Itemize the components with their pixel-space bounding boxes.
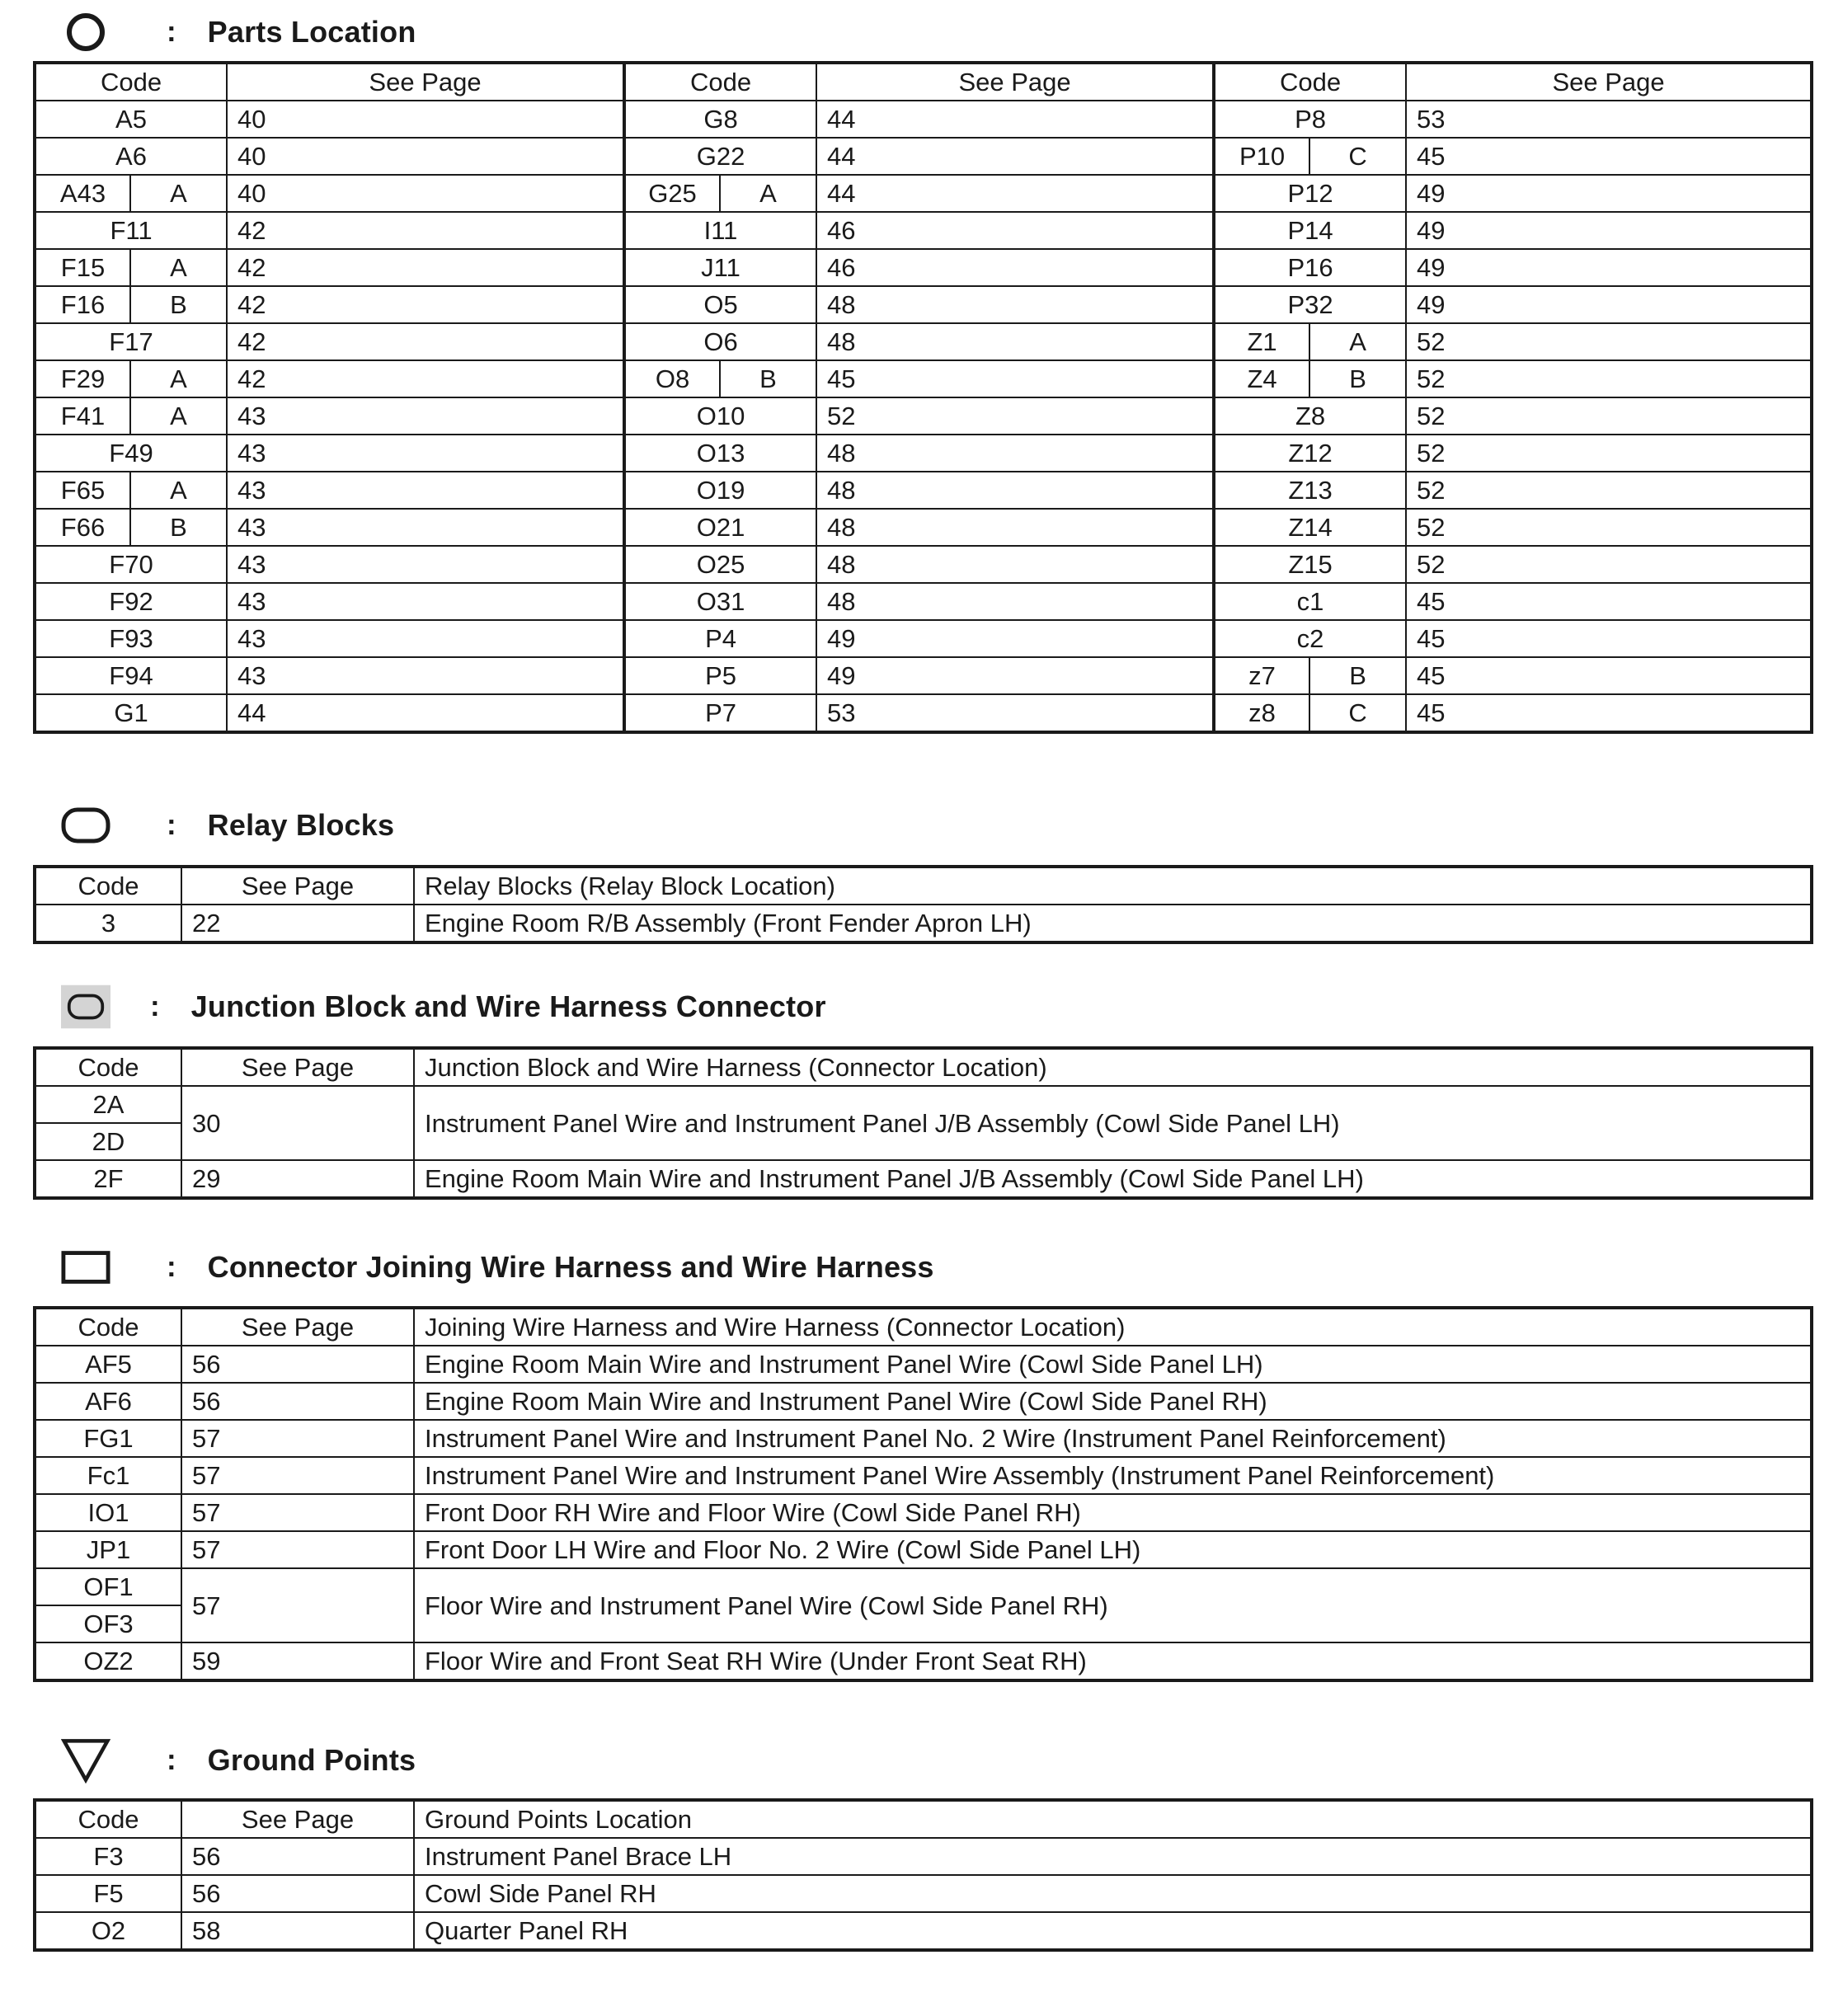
code-cell: Z14 xyxy=(1214,509,1406,546)
see-page-cell: 44 xyxy=(816,101,1214,138)
relay-blocks-table xyxy=(33,865,1813,944)
table-row xyxy=(35,1346,1812,1383)
see-page-header: See Page xyxy=(227,63,624,101)
see-page-cell: 45 xyxy=(1406,620,1812,657)
code-cell: OF3 xyxy=(35,1605,181,1642)
junction-block-table xyxy=(33,1046,1813,1200)
code-cell: O25 xyxy=(624,546,816,583)
header-row xyxy=(35,1800,1812,1838)
relay-blocks-heading xyxy=(61,797,394,854)
see-page-cell: 40 xyxy=(227,138,624,175)
see-page-cell: 52 xyxy=(1406,397,1812,435)
see-page-cell: 48 xyxy=(816,323,1214,360)
header-row xyxy=(35,1048,1812,1086)
code-cell: A43 xyxy=(35,175,130,212)
table-row xyxy=(35,1912,1812,1950)
table-row xyxy=(35,138,1812,175)
header-row xyxy=(35,1308,1812,1346)
see-page-cell: 42 xyxy=(227,323,624,360)
code-cell: F11 xyxy=(35,212,227,249)
see-page-cell: 56 xyxy=(181,1838,414,1875)
code-cell: F3 xyxy=(35,1838,181,1875)
rectangle-icon xyxy=(61,1243,110,1292)
table-row xyxy=(35,583,1812,620)
code-cell: F16 xyxy=(35,286,130,323)
code-cell: 3 xyxy=(35,905,181,942)
see-page-cell: 58 xyxy=(181,1912,414,1950)
colon: : xyxy=(167,16,176,48)
table-row xyxy=(35,694,1812,732)
code-cell: c1 xyxy=(1214,583,1406,620)
see-page-cell: 48 xyxy=(816,472,1214,509)
description-cell: Engine Room R/B Assembly (Front Fender Apron LH) xyxy=(414,905,1812,942)
joining-connector-table xyxy=(33,1306,1813,1682)
code-cell: OF1 xyxy=(35,1568,181,1605)
code-cell: A6 xyxy=(35,138,227,175)
sub-code-cell: A xyxy=(130,249,227,286)
sub-code-cell: A xyxy=(130,175,227,212)
section-title: Connector Joining Wire Harness and Wire Harness xyxy=(207,1250,934,1284)
see-page-header: See Page xyxy=(1406,63,1812,101)
table-row xyxy=(35,1838,1812,1875)
section-title: Parts Location xyxy=(207,15,416,49)
code-cell: F92 xyxy=(35,583,227,620)
code-cell: G25 xyxy=(624,175,720,212)
description-header: Joining Wire Harness and Wire Harness (Connector Location) xyxy=(414,1308,1812,1346)
see-page-cell: 43 xyxy=(227,397,624,435)
code-cell: P32 xyxy=(1214,286,1406,323)
section-title: Ground Points xyxy=(207,1743,416,1777)
description-cell: Cowl Side Panel RH xyxy=(414,1875,1812,1912)
table-row xyxy=(35,323,1812,360)
code-cell: z8 xyxy=(1214,694,1309,732)
code-cell: P7 xyxy=(624,694,816,732)
see-page-cell: 45 xyxy=(1406,583,1812,620)
code-cell: IO1 xyxy=(35,1494,181,1531)
see-page-cell: 49 xyxy=(1406,212,1812,249)
shaded-rounded-rectangle-icon xyxy=(61,982,110,1031)
code-cell: Z8 xyxy=(1214,397,1406,435)
table-row xyxy=(35,620,1812,657)
table-row xyxy=(35,657,1812,694)
table-row xyxy=(35,1457,1812,1494)
code-cell: G1 xyxy=(35,694,227,732)
see-page-cell: 52 xyxy=(816,397,1214,435)
colon: : xyxy=(167,1744,176,1776)
see-page-cell: 52 xyxy=(1406,435,1812,472)
description-cell: Engine Room Main Wire and Instrument Panel Wire (Cowl Side Panel RH) xyxy=(414,1383,1812,1420)
code-cell: F65 xyxy=(35,472,130,509)
header-row xyxy=(35,63,1812,101)
see-page-cell: 49 xyxy=(1406,286,1812,323)
code-cell: O19 xyxy=(624,472,816,509)
description-cell: Engine Room Main Wire and Instrument Panel Wire (Cowl Side Panel LH) xyxy=(414,1346,1812,1383)
see-page-cell: 45 xyxy=(816,360,1214,397)
description-header: Relay Blocks (Relay Block Location) xyxy=(414,867,1812,905)
see-page-cell: 42 xyxy=(227,286,624,323)
table-row xyxy=(35,1160,1812,1198)
section-title: Relay Blocks xyxy=(207,808,395,842)
see-page-cell: 44 xyxy=(227,694,624,732)
code-header: Code xyxy=(35,1800,181,1838)
colon: : xyxy=(167,1251,176,1283)
code-cell: F17 xyxy=(35,323,227,360)
code-cell: F41 xyxy=(35,397,130,435)
see-page-cell: 48 xyxy=(816,435,1214,472)
header-row xyxy=(35,867,1812,905)
see-page-cell: 42 xyxy=(227,249,624,286)
see-page-cell: 52 xyxy=(1406,546,1812,583)
code-cell: Z4 xyxy=(1214,360,1309,397)
see-page-cell: 48 xyxy=(816,546,1214,583)
code-cell: Z15 xyxy=(1214,546,1406,583)
see-page-cell: 49 xyxy=(816,657,1214,694)
code-cell: AF5 xyxy=(35,1346,181,1383)
see-page-cell: 45 xyxy=(1406,694,1812,732)
see-page-cell: 44 xyxy=(816,175,1214,212)
description-cell: Quarter Panel RH xyxy=(414,1912,1812,1950)
sub-code-cell: A xyxy=(130,397,227,435)
see-page-cell: 48 xyxy=(816,286,1214,323)
sub-code-cell: A xyxy=(720,175,816,212)
see-page-cell: 49 xyxy=(816,620,1214,657)
table-row xyxy=(35,1420,1812,1457)
see-page-cell: 56 xyxy=(181,1875,414,1912)
description-cell: Instrument Panel Wire and Instrument Panel No. 2 Wire (Instrument Panel Reinforcement) xyxy=(414,1420,1812,1457)
description-cell: Instrument Panel Wire and Instrument Panel J/B Assembly (Cowl Side Panel LH) xyxy=(414,1086,1812,1160)
table-row xyxy=(35,472,1812,509)
code-cell: P16 xyxy=(1214,249,1406,286)
see-page-cell: 57 xyxy=(181,1531,414,1568)
description-header: Junction Block and Wire Harness (Connector Location) xyxy=(414,1048,1812,1086)
see-page-cell: 43 xyxy=(227,435,624,472)
code-cell: OZ2 xyxy=(35,1642,181,1680)
colon: : xyxy=(150,990,160,1022)
see-page-cell: 43 xyxy=(227,546,624,583)
see-page-cell: 45 xyxy=(1406,138,1812,175)
code-cell: Z13 xyxy=(1214,472,1406,509)
code-cell: P4 xyxy=(624,620,816,657)
see-page-cell: 48 xyxy=(816,509,1214,546)
table-row xyxy=(35,1875,1812,1912)
table-row xyxy=(35,286,1812,323)
code-cell: O8 xyxy=(624,360,720,397)
triangle-icon xyxy=(61,1736,110,1785)
see-page-cell: 43 xyxy=(227,472,624,509)
code-header: Code xyxy=(35,1048,181,1086)
code-header: Code xyxy=(35,867,181,905)
see-page-cell: 52 xyxy=(1406,472,1812,509)
see-page-header: See Page xyxy=(816,63,1214,101)
code-cell: F29 xyxy=(35,360,130,397)
code-cell: O10 xyxy=(624,397,816,435)
see-page-cell: 52 xyxy=(1406,323,1812,360)
code-cell: O21 xyxy=(624,509,816,546)
see-page-header: See Page xyxy=(181,1048,414,1086)
see-page-cell: 57 xyxy=(181,1568,414,1642)
code-cell: 2D xyxy=(35,1123,181,1160)
see-page-cell: 56 xyxy=(181,1346,414,1383)
see-page-cell: 30 xyxy=(181,1086,414,1160)
code-cell: O6 xyxy=(624,323,816,360)
sub-code-cell: A xyxy=(130,360,227,397)
see-page-cell: 49 xyxy=(1406,249,1812,286)
see-page-cell: 43 xyxy=(227,509,624,546)
table-row xyxy=(35,1568,1812,1605)
code-cell: Z1 xyxy=(1214,323,1309,360)
table-row xyxy=(35,546,1812,583)
description-cell: Front Door RH Wire and Floor Wire (Cowl Side Panel RH) xyxy=(414,1494,1812,1531)
table-row xyxy=(35,249,1812,286)
see-page-cell: 52 xyxy=(1406,509,1812,546)
sub-code-cell: B xyxy=(130,286,227,323)
table-row xyxy=(35,905,1812,942)
see-page-cell: 52 xyxy=(1406,360,1812,397)
ground-points-table xyxy=(33,1798,1813,1952)
joining-connector-heading xyxy=(61,1238,934,1296)
sub-code-cell: C xyxy=(1309,138,1406,175)
code-cell: F94 xyxy=(35,657,227,694)
section-title: Junction Block and Wire Harness Connector xyxy=(190,989,826,1023)
see-page-cell: 46 xyxy=(816,212,1214,249)
see-page-cell: 57 xyxy=(181,1494,414,1531)
see-page-cell: 49 xyxy=(1406,175,1812,212)
code-cell: G8 xyxy=(624,101,816,138)
ground-points-heading xyxy=(61,1732,416,1789)
code-header: Code xyxy=(624,63,816,101)
code-cell: O13 xyxy=(624,435,816,472)
see-page-header: See Page xyxy=(181,1800,414,1838)
rounded-rectangle-icon xyxy=(61,801,110,850)
table-row xyxy=(35,1642,1812,1680)
table-row xyxy=(35,1494,1812,1531)
see-page-cell: 44 xyxy=(816,138,1214,175)
code-header: Code xyxy=(1214,63,1406,101)
code-header: Code xyxy=(35,63,227,101)
sub-code-cell: A xyxy=(1309,323,1406,360)
table-row xyxy=(35,360,1812,397)
code-cell: O31 xyxy=(624,583,816,620)
code-cell: F49 xyxy=(35,435,227,472)
sub-code-cell: C xyxy=(1309,694,1406,732)
code-cell: G22 xyxy=(624,138,816,175)
code-cell: Fc1 xyxy=(35,1457,181,1494)
code-cell: Z12 xyxy=(1214,435,1406,472)
see-page-cell: 53 xyxy=(1406,101,1812,138)
see-page-header: See Page xyxy=(181,867,414,905)
code-cell: A5 xyxy=(35,101,227,138)
see-page-cell: 22 xyxy=(181,905,414,942)
code-header: Code xyxy=(35,1308,181,1346)
see-page-cell: 57 xyxy=(181,1420,414,1457)
code-cell: AF6 xyxy=(35,1383,181,1420)
see-page-cell: 59 xyxy=(181,1642,414,1680)
see-page-cell: 57 xyxy=(181,1457,414,1494)
see-page-cell: 42 xyxy=(227,212,624,249)
sub-code-cell: B xyxy=(1309,360,1406,397)
see-page-cell: 42 xyxy=(227,360,624,397)
see-page-cell: 40 xyxy=(227,101,624,138)
see-page-cell: 45 xyxy=(1406,657,1812,694)
code-cell: P8 xyxy=(1214,101,1406,138)
code-cell: P10 xyxy=(1214,138,1309,175)
sub-code-cell: B xyxy=(1309,657,1406,694)
sub-code-cell: B xyxy=(720,360,816,397)
description-cell: Instrument Panel Brace LH xyxy=(414,1838,1812,1875)
description-cell: Floor Wire and Instrument Panel Wire (Cowl Side Panel RH) xyxy=(414,1568,1812,1642)
code-cell: F66 xyxy=(35,509,130,546)
code-cell: 2F xyxy=(35,1160,181,1198)
table-row xyxy=(35,1531,1812,1568)
table-row xyxy=(35,175,1812,212)
see-page-cell: 48 xyxy=(816,583,1214,620)
colon: : xyxy=(167,809,176,841)
code-cell: F70 xyxy=(35,546,227,583)
table-row xyxy=(35,1383,1812,1420)
table-row xyxy=(35,101,1812,138)
code-cell: O5 xyxy=(624,286,816,323)
table-row xyxy=(35,1086,1812,1123)
parts-location-heading xyxy=(61,3,416,61)
code-cell: F93 xyxy=(35,620,227,657)
code-cell: O2 xyxy=(35,1912,181,1950)
code-cell: P12 xyxy=(1214,175,1406,212)
circle-icon xyxy=(61,7,110,57)
description-cell: Engine Room Main Wire and Instrument Panel J/B Assembly (Cowl Side Panel LH) xyxy=(414,1160,1812,1198)
code-cell: I11 xyxy=(624,212,816,249)
code-cell: 2A xyxy=(35,1086,181,1123)
see-page-cell: 56 xyxy=(181,1383,414,1420)
code-cell: P5 xyxy=(624,657,816,694)
description-header: Ground Points Location xyxy=(414,1800,1812,1838)
description-cell: Floor Wire and Front Seat RH Wire (Under Front Seat RH) xyxy=(414,1642,1812,1680)
see-page-header: See Page xyxy=(181,1308,414,1346)
see-page-cell: 43 xyxy=(227,620,624,657)
sub-code-cell: A xyxy=(130,472,227,509)
description-cell: Instrument Panel Wire and Instrument Panel Wire Assembly (Instrument Panel Reinforcement) xyxy=(414,1457,1812,1494)
table-row xyxy=(35,509,1812,546)
parts-location-table xyxy=(33,61,1813,734)
see-page-cell: 43 xyxy=(227,583,624,620)
code-cell: c2 xyxy=(1214,620,1406,657)
see-page-cell: 46 xyxy=(816,249,1214,286)
description-cell: Front Door LH Wire and Floor No. 2 Wire (Cowl Side Panel LH) xyxy=(414,1531,1812,1568)
code-cell: F15 xyxy=(35,249,130,286)
see-page-cell: 29 xyxy=(181,1160,414,1198)
sub-code-cell: B xyxy=(130,509,227,546)
code-cell: JP1 xyxy=(35,1531,181,1568)
code-cell: FG1 xyxy=(35,1420,181,1457)
see-page-cell: 40 xyxy=(227,175,624,212)
see-page-cell: 43 xyxy=(227,657,624,694)
code-cell: P14 xyxy=(1214,212,1406,249)
table-row xyxy=(35,397,1812,435)
code-cell: z7 xyxy=(1214,657,1309,694)
junction-block-heading xyxy=(61,978,826,1036)
code-cell: F5 xyxy=(35,1875,181,1912)
table-row xyxy=(35,435,1812,472)
code-cell: J11 xyxy=(624,249,816,286)
see-page-cell: 53 xyxy=(816,694,1214,732)
table-row xyxy=(35,212,1812,249)
